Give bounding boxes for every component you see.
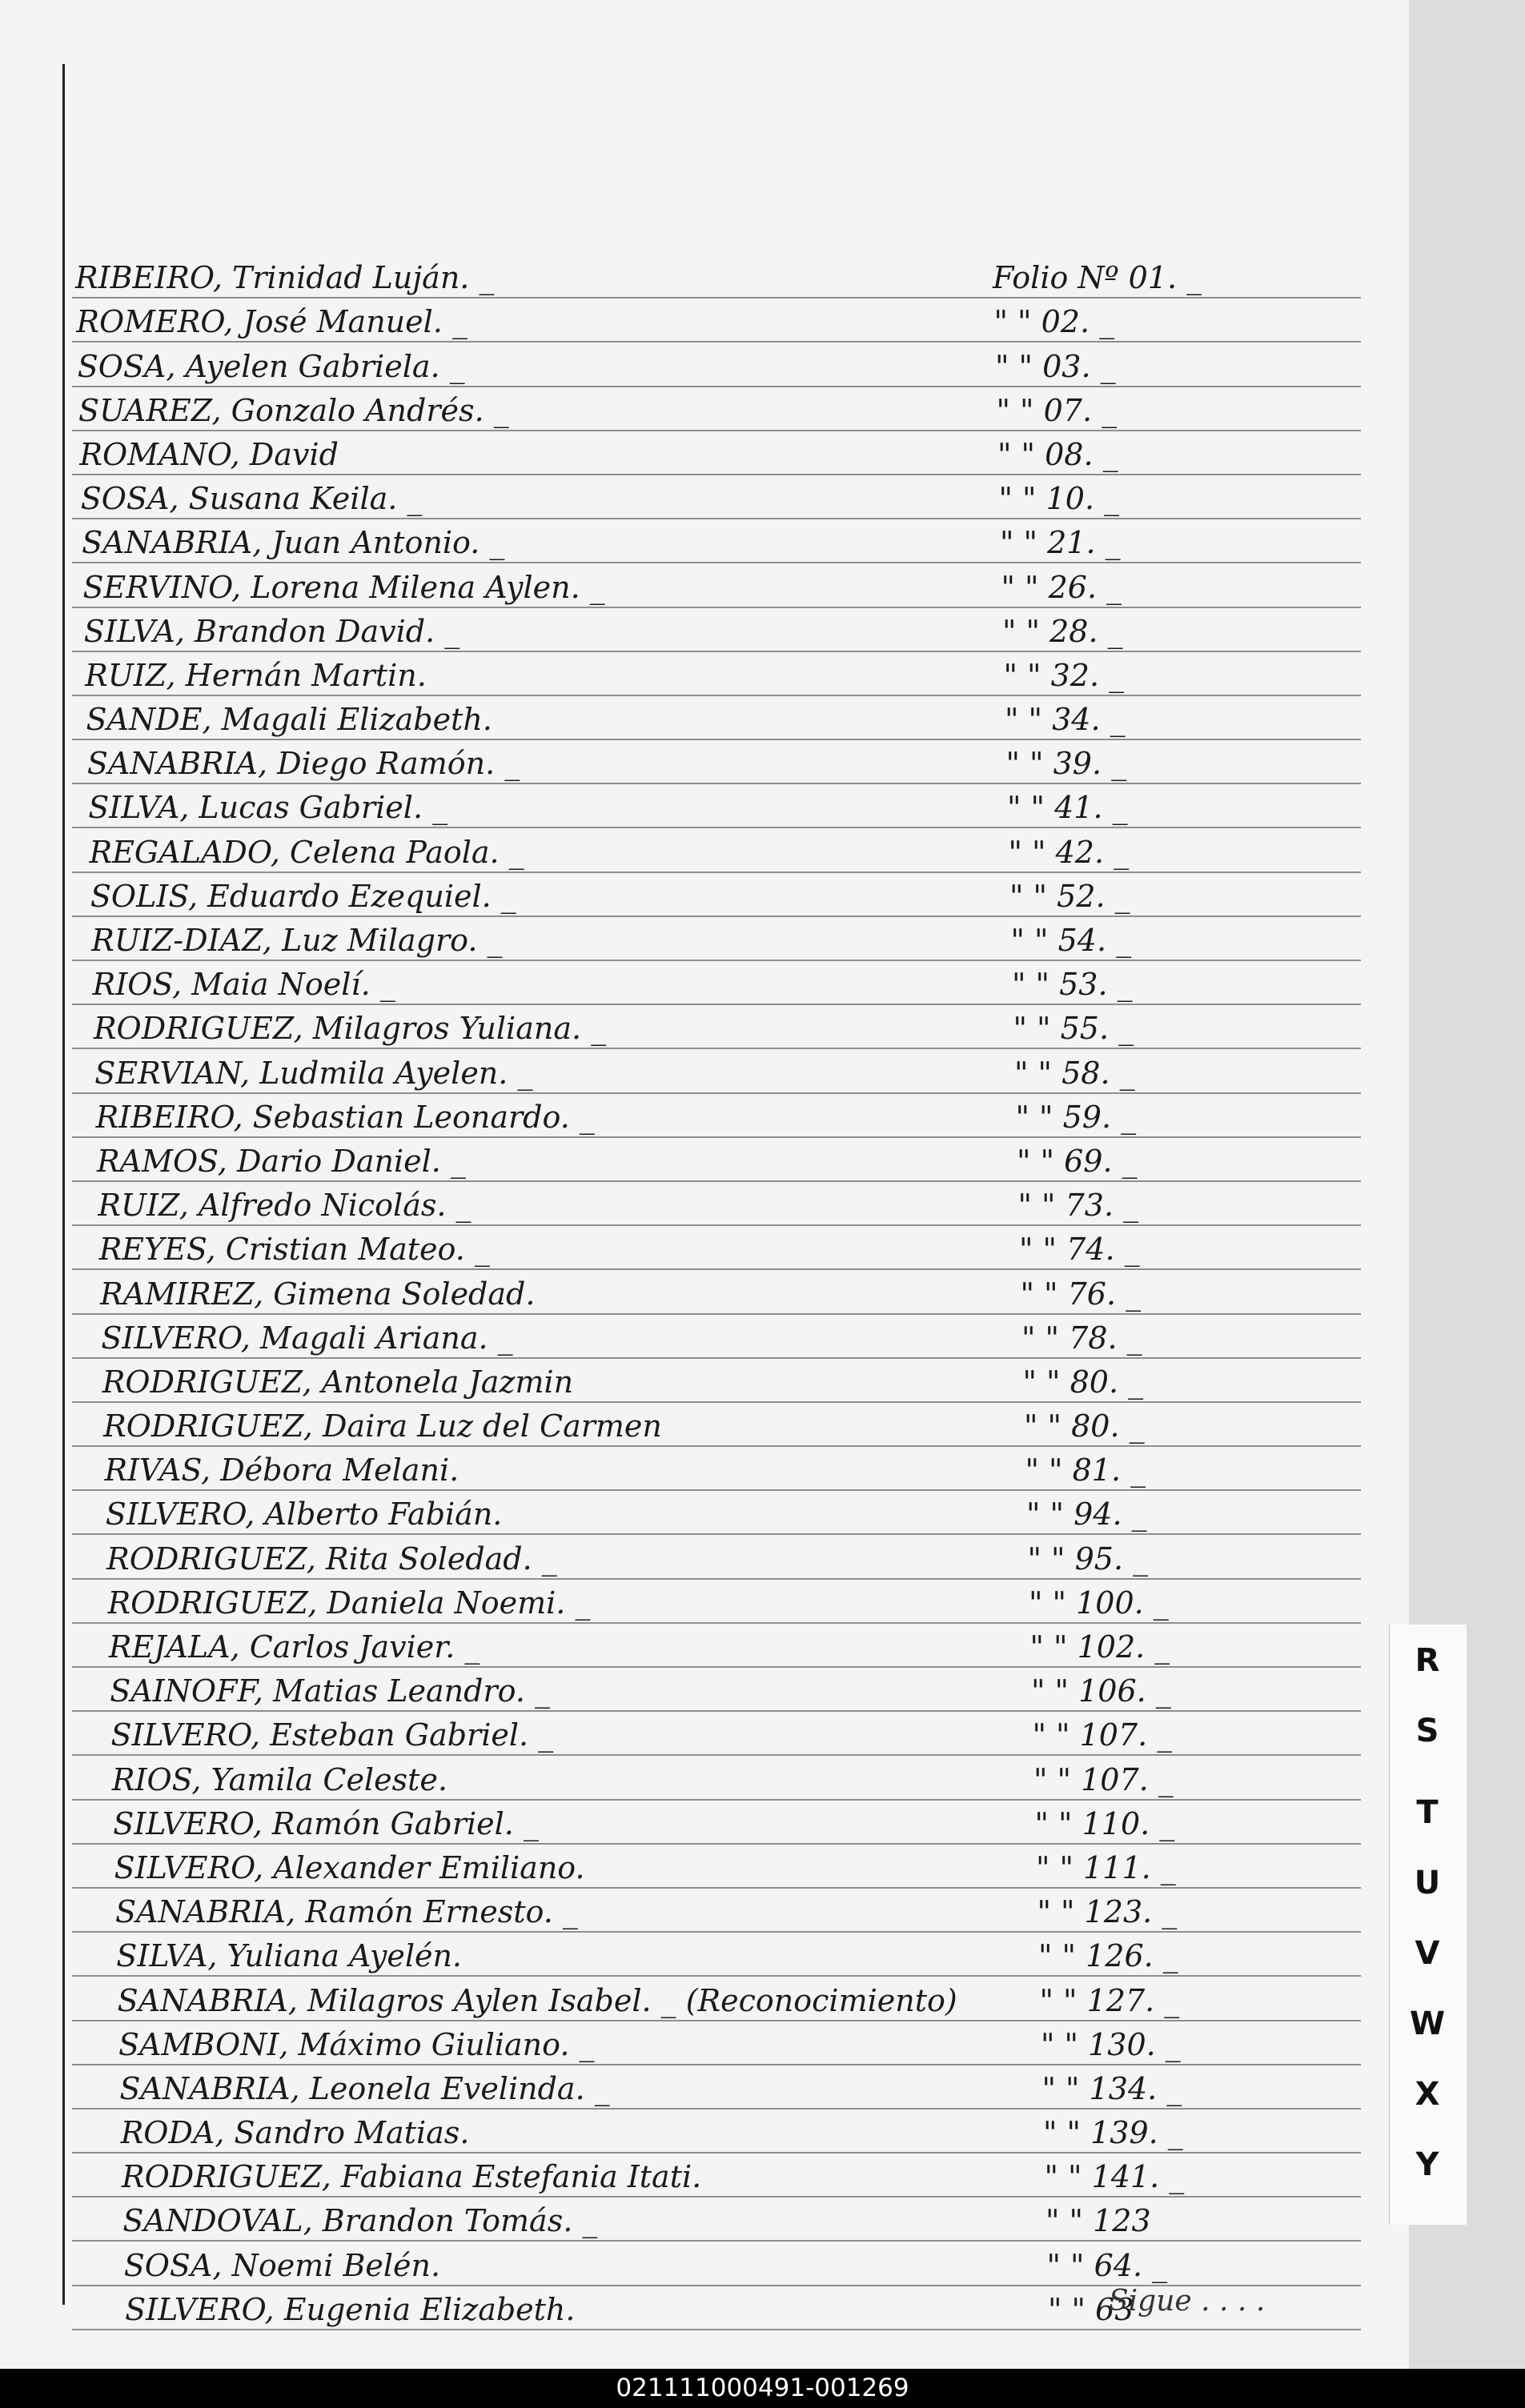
ledger-row bbox=[72, 1491, 1361, 1535]
folio-number: " " 80. _ bbox=[1024, 1408, 1145, 1444]
folio-number: " " 03. _ bbox=[995, 348, 1116, 384]
student-name: SANABRIA, Ramón Ernesto. _ bbox=[114, 1894, 578, 1930]
ledger-row bbox=[72, 873, 1361, 917]
student-name: SILVERO, Alexander Emiliano. bbox=[114, 1849, 585, 1885]
ledger-row bbox=[72, 1049, 1361, 1093]
folio-number: " " 127. _ bbox=[1039, 1982, 1180, 2018]
student-name: SANDE, Magali Elizabeth. bbox=[86, 702, 492, 738]
index-tab-r: R bbox=[1415, 1642, 1440, 1679]
folio-number: " " 107. _ bbox=[1032, 1717, 1173, 1753]
folio-number: " " 107. _ bbox=[1033, 1761, 1174, 1797]
student-name: SANDOVAL, Brandon Tomás. _ bbox=[122, 2203, 598, 2239]
ledger-row bbox=[72, 2198, 1361, 2242]
folio-number: " " 69. _ bbox=[1017, 1143, 1138, 1179]
ledger-row bbox=[72, 1668, 1361, 1712]
student-name: SILVERO, Esteban Gabriel. _ bbox=[110, 1717, 554, 1753]
folio-number: " " 54. _ bbox=[1010, 923, 1132, 958]
ledger-row bbox=[72, 1182, 1361, 1226]
ledger-row bbox=[72, 431, 1361, 475]
folio-number: " " 55. _ bbox=[1013, 1011, 1134, 1047]
ledger-row bbox=[72, 1359, 1361, 1403]
margin-rule bbox=[62, 64, 65, 2305]
ledger-row bbox=[72, 2065, 1361, 2110]
folio-number: " " 76. _ bbox=[1020, 1276, 1142, 1312]
ledger-row bbox=[72, 784, 1361, 828]
student-name: SOSA, Ayelen Gabriela. _ bbox=[77, 348, 465, 384]
student-name: RODRIGUEZ, Daniela Noemi. _ bbox=[107, 1585, 591, 1621]
folio-number: " " 08. _ bbox=[997, 436, 1118, 472]
folio-number: " " 28. _ bbox=[1002, 613, 1123, 649]
ledger-row bbox=[72, 1226, 1361, 1270]
folio-number: " " 78. _ bbox=[1021, 1320, 1142, 1356]
student-name: RIOS, Maia Noelí. _ bbox=[92, 967, 395, 1003]
student-name: SANABRIA, Leonela Evelinda. _ bbox=[119, 2070, 610, 2106]
student-name: SANABRIA, Juan Antonio. _ bbox=[82, 525, 505, 561]
folio-number: " " 64. _ bbox=[1046, 2247, 1168, 2283]
folio-number: " " 81. _ bbox=[1025, 1452, 1146, 1488]
ledger-row bbox=[72, 2021, 1361, 2065]
folio-number: " " 73. _ bbox=[1017, 1188, 1139, 1224]
ledger-row bbox=[72, 608, 1361, 652]
student-name: SOLIS, Eduardo Ezequiel. _ bbox=[90, 878, 516, 914]
ledger-row bbox=[72, 961, 1361, 1005]
student-name: SERVIAN, Ludmila Ayelen. _ bbox=[94, 1055, 533, 1091]
folio-number: " " 94. _ bbox=[1026, 1496, 1147, 1533]
student-name: ROMERO, José Manuel. _ bbox=[76, 304, 468, 340]
ledger-row bbox=[72, 1403, 1361, 1447]
folio-number: " " 141. _ bbox=[1044, 2159, 1185, 2195]
folio-number: " " 41. _ bbox=[1007, 790, 1128, 826]
ledger-row bbox=[72, 1624, 1361, 1668]
student-name: SILVERO, Ramón Gabriel. _ bbox=[113, 1805, 539, 1841]
folio-number: " " 58. _ bbox=[1014, 1055, 1135, 1091]
index-tab-s: S bbox=[1415, 1713, 1439, 1749]
ledger-row bbox=[72, 1580, 1361, 1624]
student-name: SANABRIA, Diego Ramón. _ bbox=[86, 746, 520, 782]
folio-number: " " 42. _ bbox=[1008, 834, 1130, 870]
folio-number: " " 21. _ bbox=[1000, 525, 1121, 561]
student-name: SILVA, Lucas Gabriel. _ bbox=[88, 790, 448, 826]
index-tab-y: Y bbox=[1415, 2146, 1439, 2183]
index-tab-u: U bbox=[1414, 1865, 1441, 1901]
student-name: RODA, Sandro Matias. bbox=[120, 2115, 470, 2151]
ledger-row bbox=[72, 1270, 1361, 1314]
index-tab-v: V bbox=[1415, 1935, 1440, 1972]
folio-number: " " 10. _ bbox=[998, 481, 1120, 517]
folio-number: " " 106. _ bbox=[1031, 1673, 1171, 1709]
ledger-row bbox=[72, 2154, 1361, 2198]
student-name: SUAREZ, Gonzalo Andrés. _ bbox=[78, 392, 509, 428]
ledger-row bbox=[72, 298, 1361, 343]
student-name: RUIZ, Alfredo Nicolás. _ bbox=[98, 1188, 472, 1224]
ledger-row bbox=[72, 740, 1361, 784]
ledger-row bbox=[72, 519, 1361, 563]
folio-number: " " 111. _ bbox=[1036, 1849, 1176, 1885]
student-name: SERVINO, Lorena Milena Aylen. _ bbox=[82, 569, 605, 605]
ledger-row bbox=[72, 1977, 1361, 2021]
student-name: SILVA, Brandon David. _ bbox=[83, 613, 460, 649]
ledger-row bbox=[72, 1535, 1361, 1579]
folio-number: " " 80. _ bbox=[1022, 1364, 1144, 1400]
index-tab-t: T bbox=[1416, 1794, 1439, 1831]
folio-number: " " 59. _ bbox=[1015, 1099, 1137, 1135]
index-tab-w: W bbox=[1409, 2005, 1446, 2042]
student-name: SOSA, Noemi Belén. bbox=[123, 2247, 441, 2283]
folio-number: " " 95. _ bbox=[1027, 1541, 1149, 1577]
folio-number: " " 53. _ bbox=[1012, 967, 1133, 1003]
student-name: REJALA, Carlos Javier. _ bbox=[108, 1629, 480, 1665]
student-name: SAINOFF, Matias Leandro. _ bbox=[110, 1673, 550, 1709]
folio-number: " " 74. _ bbox=[1019, 1232, 1140, 1268]
student-name: SOSA, Susana Keila. _ bbox=[80, 481, 423, 517]
folio-number: " " 123. _ bbox=[1037, 1894, 1178, 1930]
ledger-row bbox=[72, 696, 1361, 740]
student-name: SANABRIA, Milagros Aylen Isabel. _ (Reconocimiento) bbox=[117, 1982, 957, 2018]
index-tab-x: X bbox=[1415, 2076, 1440, 2113]
ledger-row bbox=[72, 254, 1361, 298]
ledger-row bbox=[72, 828, 1361, 872]
ledger-row bbox=[72, 1801, 1361, 1845]
folio-number: " " 123 bbox=[1045, 2203, 1151, 2239]
ledger-row bbox=[72, 1712, 1361, 1756]
ledger-row bbox=[72, 2110, 1361, 2154]
folio-number: " " 02. _ bbox=[993, 304, 1115, 340]
folio-number: " " 110. _ bbox=[1034, 1805, 1175, 1841]
student-name: RIBEIRO, Sebastian Leonardo. _ bbox=[95, 1099, 595, 1135]
student-name: RUIZ-DIAZ, Luz Milagro. _ bbox=[91, 923, 503, 958]
continuation-note: Sigue . . . . bbox=[1109, 2285, 1266, 2318]
ledger-row bbox=[72, 1005, 1361, 1049]
student-name: RODRIGUEZ, Rita Soledad. _ bbox=[106, 1541, 557, 1577]
document-id: 021111000491-001269 bbox=[616, 2374, 909, 2402]
ledger-row bbox=[72, 563, 1361, 607]
folio-number: " " 126. _ bbox=[1038, 1938, 1178, 1974]
student-name: SILVERO, Eugenia Elizabeth. bbox=[125, 2291, 576, 2327]
folio-number: " " 07. _ bbox=[996, 392, 1118, 428]
student-name: RODRIGUEZ, Antonela Jazmin bbox=[102, 1364, 574, 1400]
student-name: RIBEIRO, Trinidad Luján. _ bbox=[75, 260, 495, 296]
ledger-row bbox=[72, 1094, 1361, 1138]
student-name: SAMBONI, Máximo Giuliano. _ bbox=[118, 2026, 595, 2062]
ledger-row bbox=[72, 343, 1361, 387]
folio-number: Folio Nº 01. _ bbox=[993, 260, 1202, 296]
folio-number: " " 34. _ bbox=[1005, 702, 1126, 738]
folio-number: " " 102. _ bbox=[1029, 1629, 1170, 1665]
ledger-row bbox=[72, 1933, 1361, 1977]
student-name: RODRIGUEZ, Daira Luz del Carmen bbox=[103, 1408, 662, 1444]
ledger-row bbox=[72, 1315, 1361, 1359]
student-name: SILVERO, Magali Ariana. _ bbox=[101, 1320, 513, 1356]
ledger-row bbox=[72, 652, 1361, 696]
student-name: REYES, Cristian Mateo. _ bbox=[98, 1232, 490, 1268]
folio-number: " " 134. _ bbox=[1041, 2070, 1182, 2106]
student-name: RAMIREZ, Gimena Soledad. bbox=[100, 1276, 536, 1312]
student-name: REGALADO, Celena Paola. _ bbox=[89, 834, 524, 870]
folio-number: " " 100. _ bbox=[1029, 1585, 1169, 1621]
ledger-row bbox=[72, 475, 1361, 519]
ledger-list bbox=[72, 254, 1361, 2330]
ledger-row bbox=[72, 917, 1361, 961]
ledger-row bbox=[72, 1756, 1361, 1800]
ledger-row bbox=[72, 387, 1361, 431]
folio-number: " " 52. _ bbox=[1009, 878, 1130, 914]
student-name: RODRIGUEZ, Milagros Yuliana. _ bbox=[93, 1011, 607, 1047]
student-name: ROMANO, David bbox=[79, 436, 339, 472]
student-name: RIOS, Yamila Celeste. bbox=[111, 1761, 447, 1797]
ledger-row bbox=[72, 1138, 1361, 1182]
folio-number: " " 39. _ bbox=[1005, 746, 1127, 782]
student-name: RODRIGUEZ, Fabiana Estefania Itati. bbox=[122, 2159, 702, 2195]
student-name: SILVA, Yuliana Ayelén. bbox=[116, 1938, 463, 1974]
folio-number: " " 32. _ bbox=[1003, 657, 1125, 693]
student-name: RAMOS, Dario Daniel. _ bbox=[97, 1143, 466, 1179]
ledger-row bbox=[72, 2242, 1361, 2286]
student-name: SILVERO, Alberto Fabián. bbox=[105, 1496, 503, 1533]
folio-number: " " 139. _ bbox=[1043, 2115, 1183, 2151]
ledger-row bbox=[72, 1845, 1361, 1889]
student-name: RUIZ, Hernán Martin. bbox=[85, 657, 427, 693]
folio-number: " " 26. _ bbox=[1001, 569, 1122, 605]
ledger-row bbox=[72, 1889, 1361, 1933]
folio-number: " " 130. _ bbox=[1041, 2026, 1181, 2062]
ledger-row bbox=[72, 1447, 1361, 1491]
folio-number: " " 63 bbox=[1048, 2291, 1134, 2327]
student-name: RIVAS, Débora Melani. bbox=[104, 1452, 460, 1488]
